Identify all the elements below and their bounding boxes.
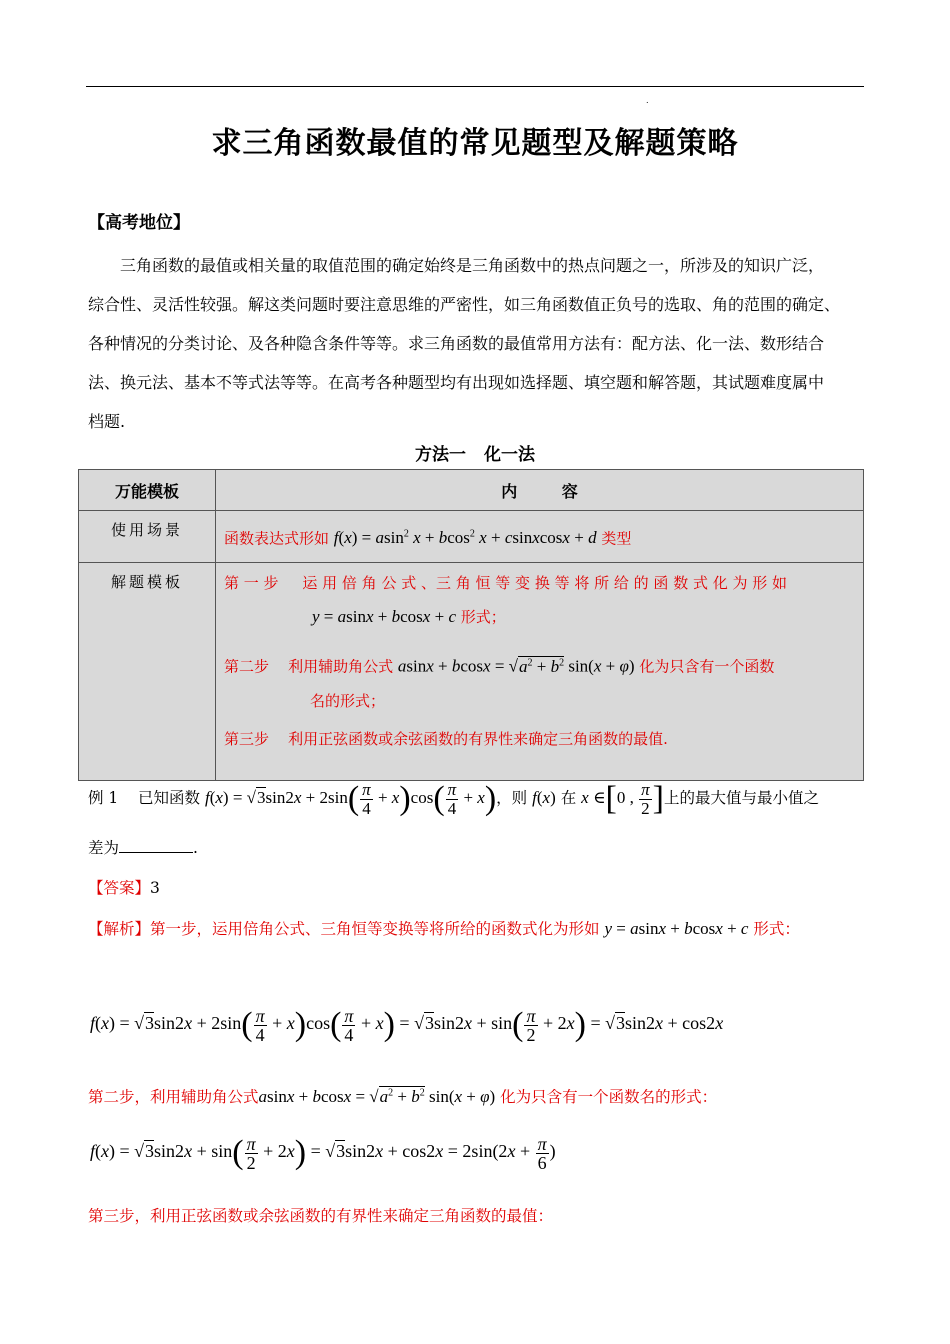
row-label-scenario: 使用场景 [79, 511, 216, 563]
method-title: 方法一 化一法 [415, 445, 535, 465]
scenario-text-b: 类型 [601, 529, 632, 548]
analysis-line [88, 917, 800, 939]
scenario-formula: f(x) = asin$^2$ x + bcos$^2$ x + csinxcosx + d [333, 528, 597, 548]
example-text-a: 已知函数 [138, 788, 201, 807]
equation-2: f(x) = √3sin2x + sin( $\frac{\pi}{2}$ + 2x) = √3sin2x + cos2x = 2sin(2x + $\frac{\pi}{6}$ ) [90, 1133, 556, 1173]
answer-blank [119, 852, 193, 853]
example-text-d: 上的最大值与最小值之 [663, 788, 819, 807]
step2-formula: $asinx + bcosx = √a^2 + b^2$ sin(x + φ) [397, 656, 635, 676]
example-text-c: 在 [560, 788, 577, 807]
table-header-template: 万能模板 [79, 470, 216, 511]
equation-1: f(x) = √3sin2x + 2sin( $\frac{\pi}{4}$ + x)cos( $\frac{\pi}{4}$ + x) = √3sin2x + sin( $\frac{\pi}{2}$ + 2x) = √3sin2x + cos2x [90, 1005, 724, 1045]
example-label: 例 1 [88, 788, 119, 807]
intro-paragraph [88, 246, 864, 441]
answer-line [88, 876, 160, 898]
intro-line: 各种情况的分类讨论、及各种隐含条件等等。求三角函数的最值常用方法有：配方法、化一法、数形结合 [88, 334, 825, 353]
example-fx: f(x) [532, 787, 556, 807]
step2-suffix: 化为只含有一个函数 [639, 657, 775, 676]
analysis-text: 第一步，运用倍角公式、三角恒等变换等将所给的函数式化为形如 [150, 920, 600, 938]
row-label-template: 解题模板 [79, 563, 216, 781]
intro-line: 档题. [88, 412, 126, 431]
intro-line: 综合性、灵活性较强。解这类问题时要注意思维的严密性，如三角函数值正负号的选取、角的范围的确定、 [88, 295, 841, 314]
step2-continuation: 名的形式； [310, 691, 386, 710]
step2-text-b: 化为只含有一个函数名的形式： [500, 1088, 718, 1106]
step1-text: 第 一 步 运 用 倍 角 公 式 、三 角 恒 等 变 换 等 将 所 给 的 函 数 式 化 为 形 如 [224, 574, 788, 592]
step1-formula: y = asinx + bcosx + c [312, 607, 456, 626]
intro-line: 三角函数的最值或相关量的取值范围的确定始终是三角函数中的热点问题之一，所涉及的知识广泛， [120, 256, 825, 275]
header-dot: . [646, 96, 649, 105]
example-text-b: ，则 [496, 788, 528, 807]
row-scenario-content [216, 511, 864, 563]
step2-text-a: 第二步，利用辅助角公式 [88, 1088, 259, 1106]
section-heading: 【高考地位】 [88, 213, 190, 233]
analysis-formula: y = asinx + bcosx + c [604, 919, 749, 938]
example-line2 [88, 836, 198, 858]
step3-text: 第三步 利用正弦函数或余弦函数的有界性来确定三角函数的最值. [224, 729, 668, 748]
analysis-end: 形式： [753, 920, 800, 938]
page-title: 求三角函数最值的常见题型及解题策略 [211, 126, 739, 161]
step2-text: 第二步 利用辅助角公式 [224, 657, 394, 676]
scenario-text-a: 函数表达式形如 [224, 529, 330, 548]
row-template-content [216, 563, 864, 781]
answer-label: 【答案】 [88, 879, 151, 897]
template-table [78, 469, 864, 781]
example-line2-end: . [193, 839, 198, 857]
example-function: f(x) = √3sin2x + 2sin( $\frac{\pi}{4}$ + x)cos( $\frac{\pi}{4}$ + x) [204, 779, 497, 818]
step3-text: 第三步，利用正弦函数或余弦函数的有界性来确定三角函数的最值： [88, 1207, 554, 1225]
step2-explanation-formula: $asinx + bcosx = √a^2 + b^2$ sin(x + φ) [258, 1087, 496, 1106]
table-header-content: 内 容 [216, 470, 864, 511]
header-rule [86, 86, 864, 87]
example-interval: x ∈[0 , $\frac{\pi}{2}$ ] [581, 779, 664, 818]
answer-value: 3 [150, 879, 160, 897]
example-line2-text: 差为 [88, 839, 120, 857]
step2-line [224, 651, 855, 679]
example-line1 [88, 780, 819, 818]
step1-suffix: 形式； [460, 608, 506, 626]
step3-explanation [88, 1204, 553, 1226]
analysis-label: 【解析】 [88, 920, 151, 938]
intro-line: 法、换元法、基本不等式法等等。在高考各种题型均有出现如选择题、填空题和解答题，其试题难度属中 [88, 373, 825, 392]
step1-line2 [224, 605, 855, 629]
step2-explanation [88, 1085, 717, 1107]
